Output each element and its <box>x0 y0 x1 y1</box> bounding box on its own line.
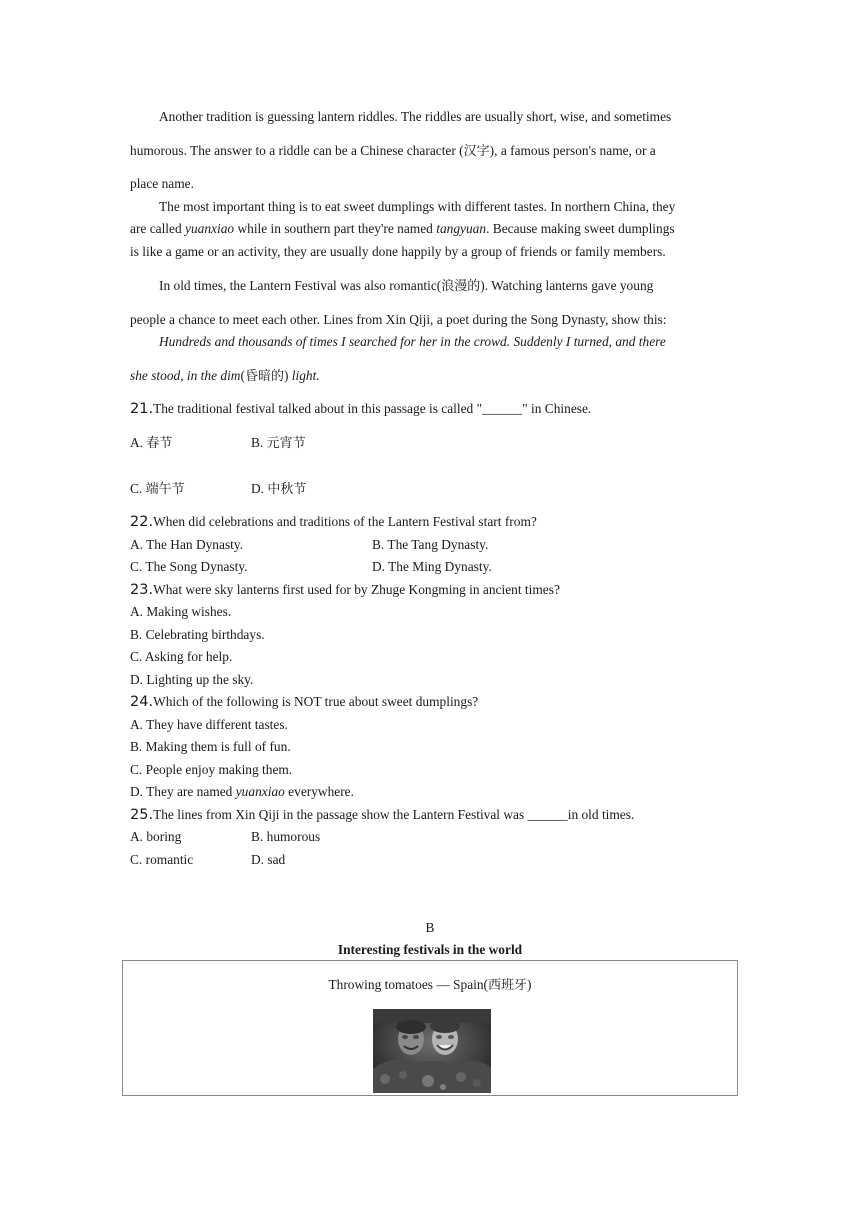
option-a: A. Making wishes. <box>130 604 232 619</box>
photo-illustration <box>373 1009 491 1093</box>
question-text: The traditional festival talked about in this passage is called "______" in Chinese. <box>153 401 592 416</box>
text: light. <box>291 368 320 383</box>
text: ), a famous person's name, or a <box>489 143 656 158</box>
question-24 <box>130 693 478 711</box>
chinese-gloss: 汉字 <box>463 144 490 159</box>
passage-line <box>130 220 675 238</box>
option-d: D. They are named yuanxiao everywhere. <box>130 784 354 799</box>
question-text: Which of the following is NOT true about sweet dumplings? <box>153 694 479 709</box>
option-d: D. Lighting up the sky. <box>130 672 254 687</box>
option-b: B. 元宵节 <box>251 435 306 451</box>
text: Hundreds and thousands of times I searched for her in the crowd. Suddenly I turned <box>159 334 609 349</box>
option-d: D. 中秋节 <box>251 481 307 497</box>
option-a: A. The Han Dynasty. <box>130 537 244 552</box>
festival-caption: Throwing tomatoes — Spain(西班牙) <box>328 977 532 993</box>
text: in the dim <box>186 368 241 383</box>
poem-quote-line <box>130 367 320 386</box>
text: she stood <box>130 368 181 383</box>
section-letter: B <box>425 920 435 935</box>
question-number: 23. <box>130 582 154 598</box>
passage-line <box>159 108 671 126</box>
italic-term: yuanxiao <box>185 221 235 236</box>
question-text: The lines from Xin Qiji in the passage show the Lantern Festival was ______in old times. <box>153 807 635 822</box>
option-c: C. 端午节 <box>130 481 185 497</box>
passage-line <box>130 142 656 161</box>
text: In old times, the Lantern Festival was also romantic( <box>159 278 442 293</box>
text: people a chance to meet each other. Lines from Xin Qiji, a poet during the Song Dynasty, show this: <box>130 312 667 327</box>
italic-term: tangyuan <box>436 221 487 236</box>
text: place name. <box>130 176 194 191</box>
option-b: B. The Tang Dynasty. <box>372 537 489 552</box>
option-c: C. The Song Dynasty. <box>130 559 248 574</box>
question-23 <box>130 581 560 599</box>
option-b: B. humorous <box>251 829 321 844</box>
question-number: 22. <box>130 514 154 530</box>
question-text: When did celebrations and traditions of the Lantern Festival start from? <box>153 514 537 529</box>
passage-line <box>159 277 653 296</box>
text: humorous. The answer to a riddle can be a Chinese character ( <box>130 143 464 158</box>
text: ( <box>240 368 245 383</box>
text: The most important thing is to eat sweet dumplings with different tastes. In northern China, they <box>159 199 676 214</box>
option-c: C. Asking for help. <box>130 649 233 664</box>
text: ). Watching lanterns gave young <box>480 278 654 293</box>
text: ) <box>283 368 292 383</box>
option-c: C. romantic <box>130 852 194 867</box>
text: and there <box>615 334 666 349</box>
option-a: A. They have different tastes. <box>130 717 288 732</box>
option-c: C. People enjoy making them. <box>130 762 293 777</box>
text: . Because making sweet dumplings <box>486 221 675 236</box>
text: while in southern part they're named <box>234 221 437 236</box>
text: Another tradition is guessing lantern riddles. The riddles are usually short, wise, and sometimes <box>159 109 672 124</box>
question-text: What were sky lanterns first used for by Zhuge Kongming in ancient times? <box>153 582 560 597</box>
chinese-gloss: 浪漫的 <box>441 279 481 294</box>
passage-line <box>159 198 675 216</box>
option-b: B. Making them is full of fun. <box>130 739 291 754</box>
option-a: A. 春节 <box>130 435 173 451</box>
question-number: 24. <box>130 694 154 710</box>
option-d: D. The Ming Dynasty. <box>372 559 492 574</box>
option-a: A. boring <box>130 829 182 844</box>
question-22 <box>130 513 537 531</box>
option-b: B. Celebrating birthdays. <box>130 627 265 642</box>
poem-quote-line <box>159 333 666 351</box>
question-number: 21. <box>130 401 154 417</box>
festival-table <box>122 960 738 1096</box>
chinese-gloss: 昏暗的 <box>244 369 284 384</box>
option-d: D. sad <box>251 852 286 867</box>
question-number: 25. <box>130 807 154 823</box>
text: , <box>180 368 187 383</box>
passage-line <box>130 243 666 261</box>
text: is like a game or an activity, they are usually done happily by a group of friends or family members. <box>130 244 666 259</box>
question-25 <box>130 806 634 824</box>
text: , <box>608 334 616 349</box>
section-title: Interesting festivals in the world <box>337 942 523 957</box>
passage-line <box>130 311 667 329</box>
passage-line <box>130 175 194 193</box>
tomato-festival-photo <box>373 1009 491 1093</box>
text: are called <box>130 221 186 236</box>
question-21 <box>130 400 591 418</box>
